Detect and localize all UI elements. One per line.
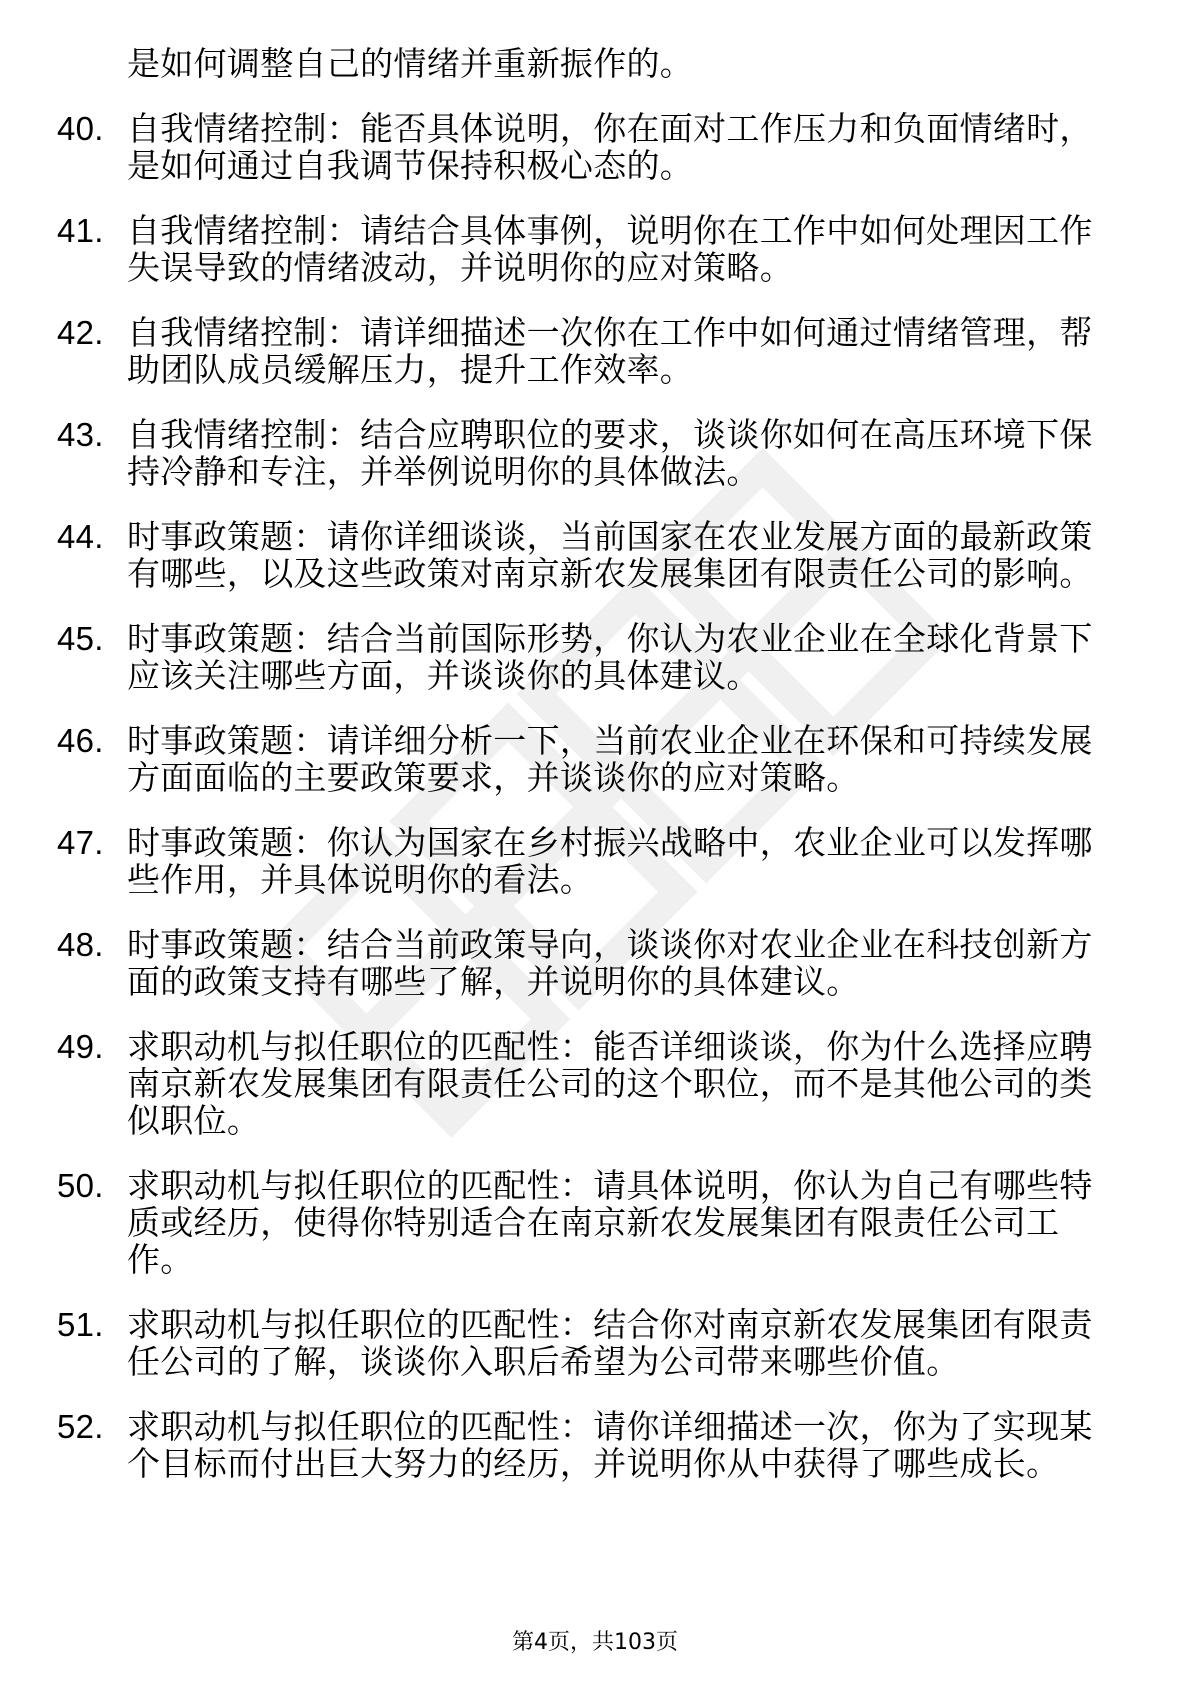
item-number: 49. <box>57 1028 104 1065</box>
item-number: 45. <box>57 620 104 657</box>
item-text: 时事政策题：请详细分析一下，当前农业企业在环保和可持续发展方面面临的主要政策要求，并谈谈你的应对策略。 <box>127 721 1093 797</box>
continuation-text: 是如何调整自己的情绪并重新振作的。 <box>127 44 694 83</box>
list-item <box>57 313 1117 389</box>
item-text: 时事政策题：你认为国家在乡村振兴战略中，农业企业可以发挥哪些作用，并具体说明你的看法。 <box>127 823 1093 899</box>
list-item <box>57 619 1117 695</box>
item-text: 求职动机与拟任职位的匹配性：请具体说明，你认为自己有哪些特质或经历，使得你特别适合在南京新农发展集团有限责任公司工作。 <box>127 1166 1093 1279</box>
item-text: 求职动机与拟任职位的匹配性：结合你对南京新农发展集团有限责任公司的了解，谈谈你入职后希望为公司带来哪些价值。 <box>127 1305 1093 1381</box>
item-number: 50. <box>57 1167 104 1204</box>
list-item <box>57 1407 1117 1483</box>
list-item <box>57 1027 1117 1140</box>
item-number: 47. <box>57 824 104 861</box>
list-item <box>57 517 1117 593</box>
item-text: 时事政策题：请你详细谈谈，当前国家在农业发展方面的最新政策有哪些，以及这些政策对南京新农发展集团有限责任公司的影响。 <box>127 517 1093 593</box>
item-number: 41. <box>57 212 104 249</box>
list-item <box>57 1305 1117 1381</box>
list-item <box>57 721 1117 797</box>
item-text: 求职动机与拟任职位的匹配性：能否详细谈谈，你为什么选择应聘南京新农发展集团有限责任公司的这个职位，而不是其他公司的类似职位。 <box>127 1027 1093 1140</box>
item-text: 时事政策题：结合当前国际形势，你认为农业企业在全球化背景下应该关注哪些方面，并谈谈你的具体建议。 <box>127 619 1093 695</box>
item-number: 48. <box>57 926 104 963</box>
item-number: 51. <box>57 1306 104 1343</box>
item-number: 52. <box>57 1408 104 1445</box>
list-item <box>57 925 1117 1001</box>
item-text: 自我情绪控制：请详细描述一次你在工作中如何通过情绪管理，帮助团队成员缓解压力，提升工作效率。 <box>127 313 1093 389</box>
item-text: 求职动机与拟任职位的匹配性：请你详细描述一次，你为了实现某个目标而付出巨大努力的经历，并说明你从中获得了哪些成长。 <box>127 1407 1093 1483</box>
item-number: 42. <box>57 314 104 351</box>
question-list <box>0 45 1190 1510</box>
list-item <box>57 823 1117 899</box>
item-number: 44. <box>57 518 104 555</box>
items-container <box>0 110 1190 1482</box>
item-text: 自我情绪控制：能否具体说明，你在面对工作压力和负面情绪时，是如何通过自我调节保持积极心态的。 <box>127 109 1093 185</box>
item-text: 时事政策题：结合当前政策导向，谈谈你对农业企业在科技创新方面的政策支持有哪些了解，并说明你的具体建议。 <box>127 925 1093 1001</box>
list-item <box>57 415 1117 491</box>
item-text: 自我情绪控制：结合应聘职位的要求，谈谈你如何在高压环境下保持冷静和专注，并举例说明你的具体做法。 <box>127 415 1093 491</box>
list-item <box>57 211 1117 287</box>
page-number-footer: 第4页，共103页 <box>512 1630 678 1655</box>
item-text: 自我情绪控制：请结合具体事例，说明你在工作中如何处理因工作失误导致的情绪波动，并说明你的应对策略。 <box>127 211 1093 287</box>
list-item <box>57 109 1117 185</box>
list-item <box>57 1166 1117 1279</box>
item-number: 46. <box>57 722 104 759</box>
item-number: 40. <box>57 110 104 147</box>
item-number: 43. <box>57 416 104 453</box>
